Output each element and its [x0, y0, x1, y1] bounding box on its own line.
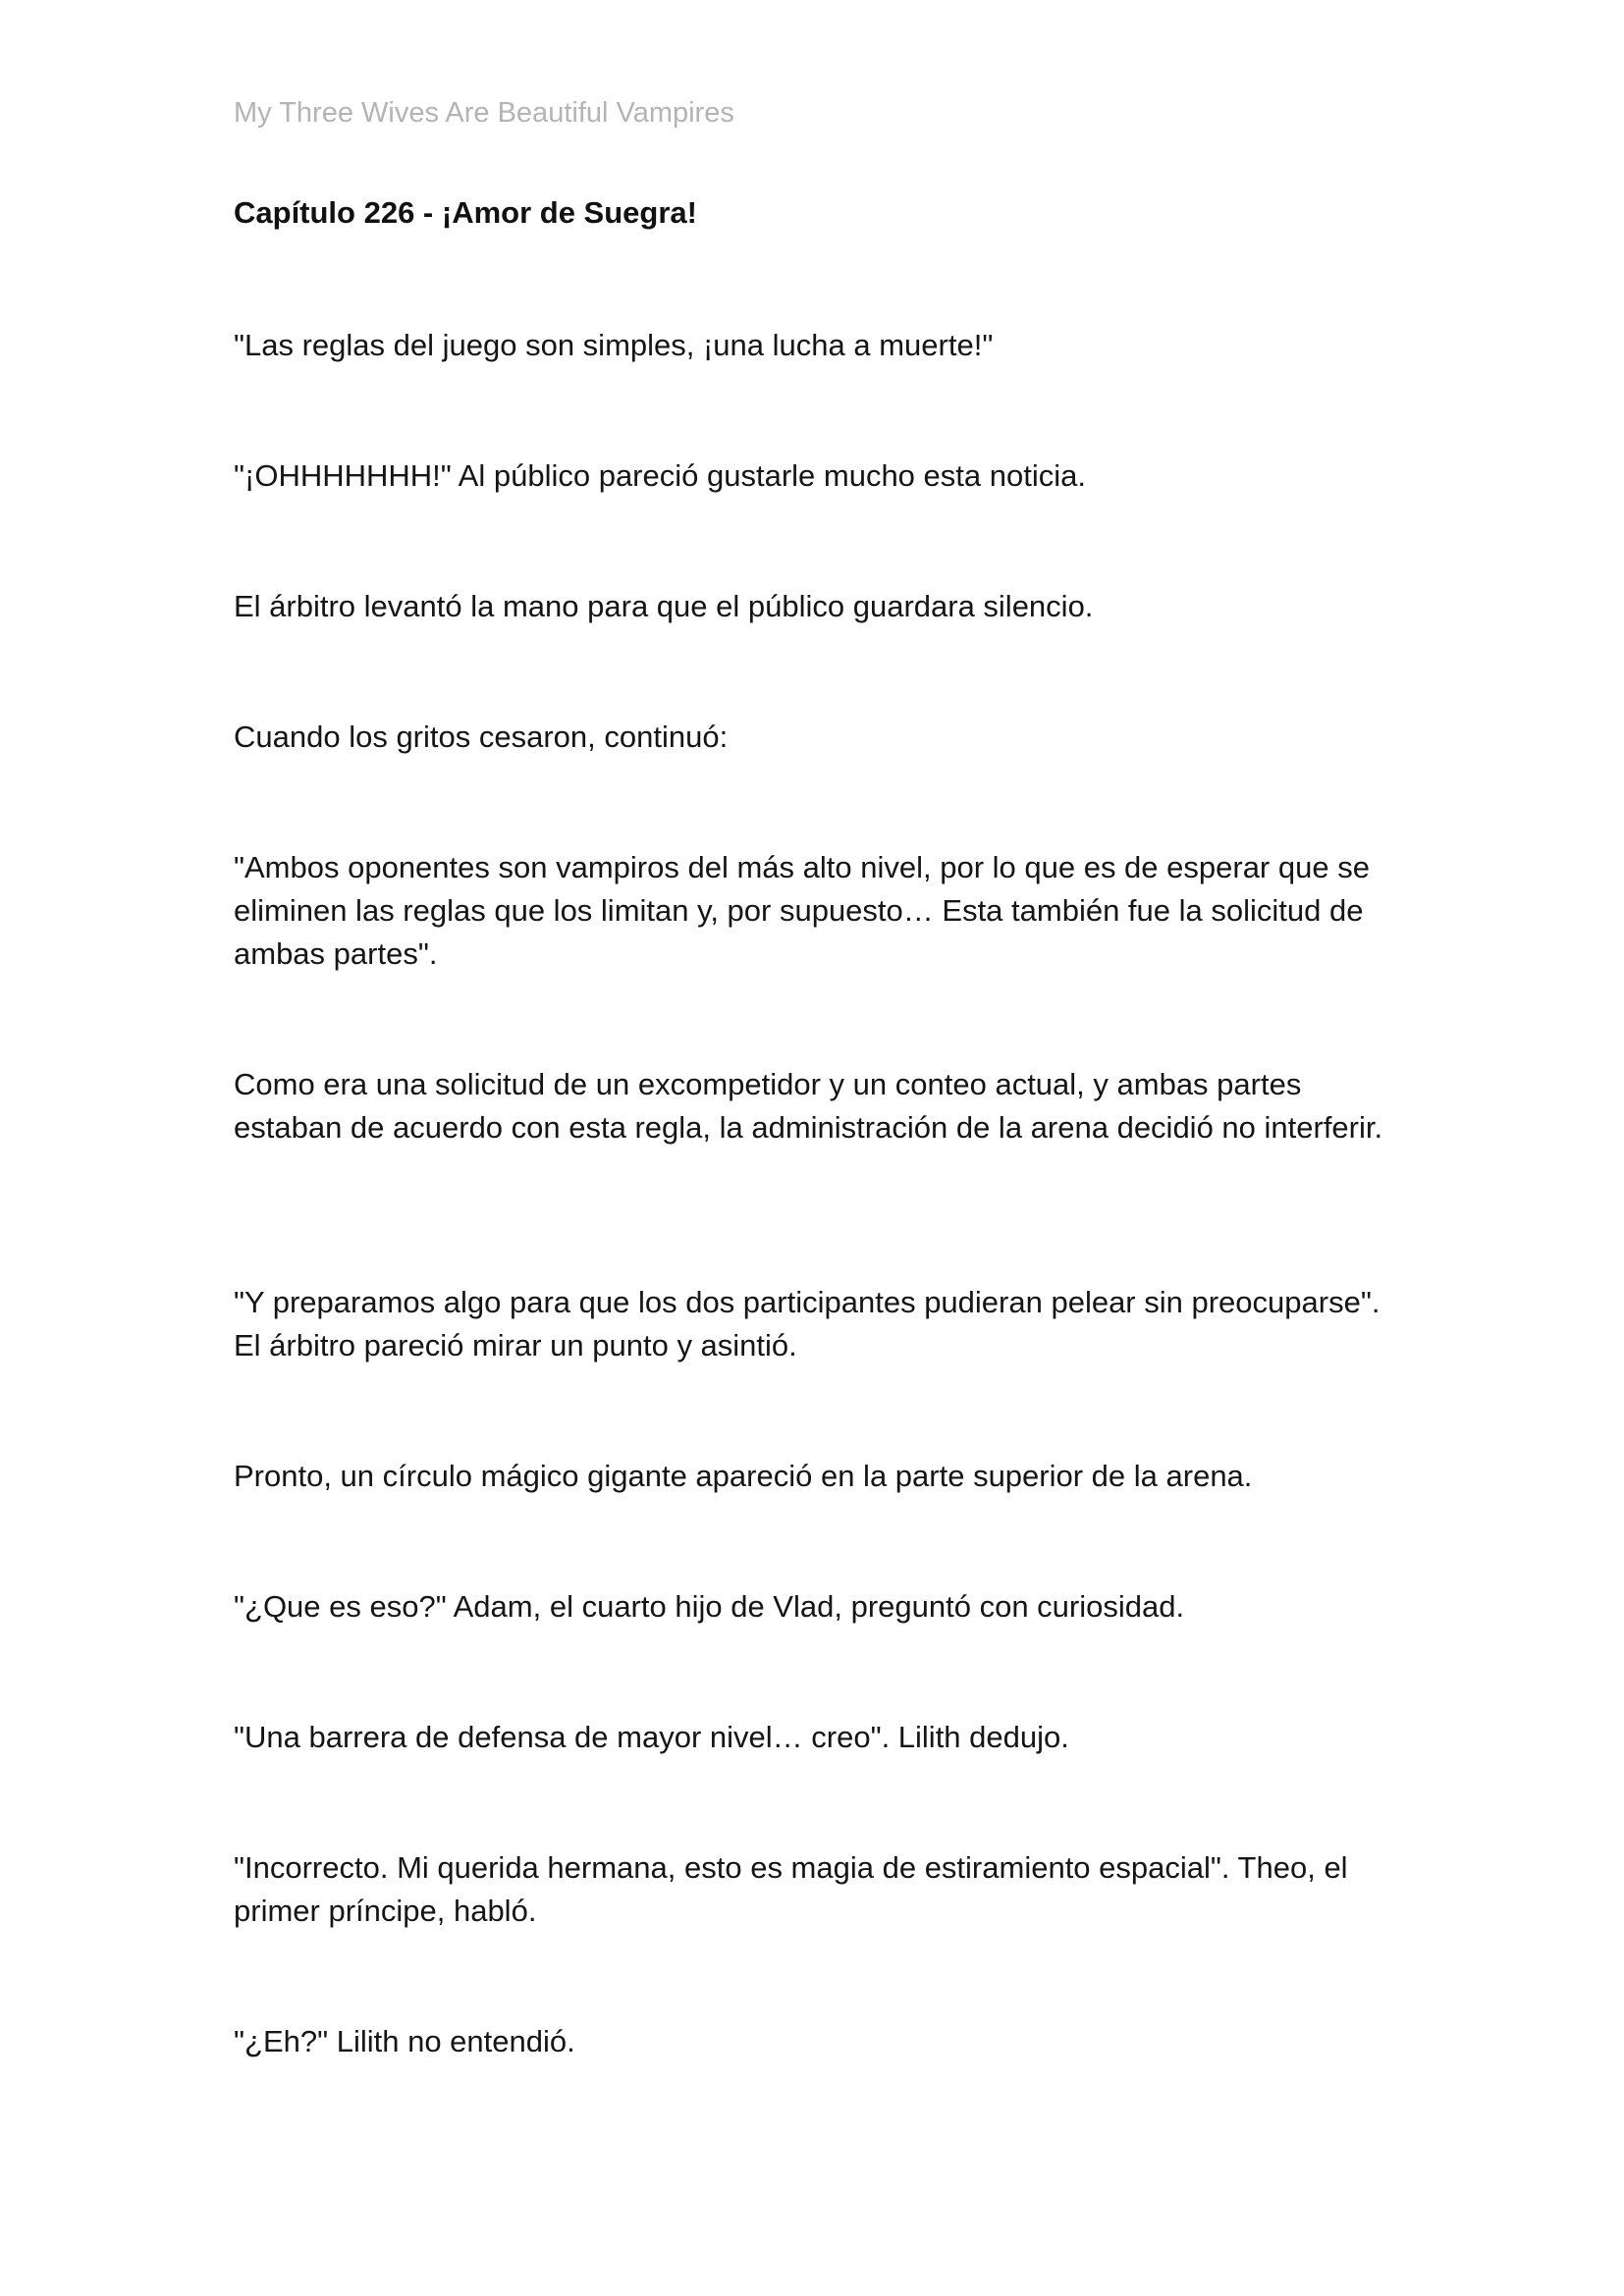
paragraph: "Y preparamos algo para que los dos participantes pudieran pelear sin preocuparse". El árbitro pareció mirar un punto y asintió.: [234, 1285, 1380, 1362]
paragraph: El árbitro levantó la mano para que el público guardara silencio.: [234, 589, 1094, 623]
paragraph: "Ambos oponentes son vampiros del más alto nivel, por lo que es de esperar que se eliminen las reglas que los limitan y, por supuesto… Esta también fue la solicitud de ambas partes".: [234, 850, 1370, 971]
chapter-title: Capítulo 226 - ¡Amor de Suegra!: [234, 195, 697, 230]
paragraph: "¿Eh?" Lilith no entendió.: [234, 2024, 575, 2058]
paragraph: "¡OHHHHHHH!" Al público pareció gustarle mucho esta noticia.: [234, 458, 1086, 493]
paragraph: "Las reglas del juego son simples, ¡una lucha a muerte!": [234, 328, 994, 362]
paragraph: "Una barrera de defensa de mayor nivel… creo". Lilith dedujo.: [234, 1720, 1069, 1754]
paragraph: Como era una solicitud de un excompetidor y un conteo actual, y ambas partes estaban de acuerdo con esta regla, la administración de la arena decidió no interferir.: [234, 1067, 1383, 1145]
paragraph: Cuando los gritos cesaron, continuó:: [234, 720, 729, 754]
paragraph: "Incorrecto. Mi querida hermana, esto es magia de estiramiento espacial". Theo, el primer príncipe, habló.: [234, 1850, 1348, 1928]
paragraph: "¿Que es eso?" Adam, el cuarto hijo de Vlad, preguntó con curiosidad.: [234, 1589, 1185, 1624]
running-header: My Three Wives Are Beautiful Vampires: [234, 97, 734, 129]
paragraph: Pronto, un círculo mágico gigante apareció en la parte superior de la arena.: [234, 1459, 1253, 1493]
